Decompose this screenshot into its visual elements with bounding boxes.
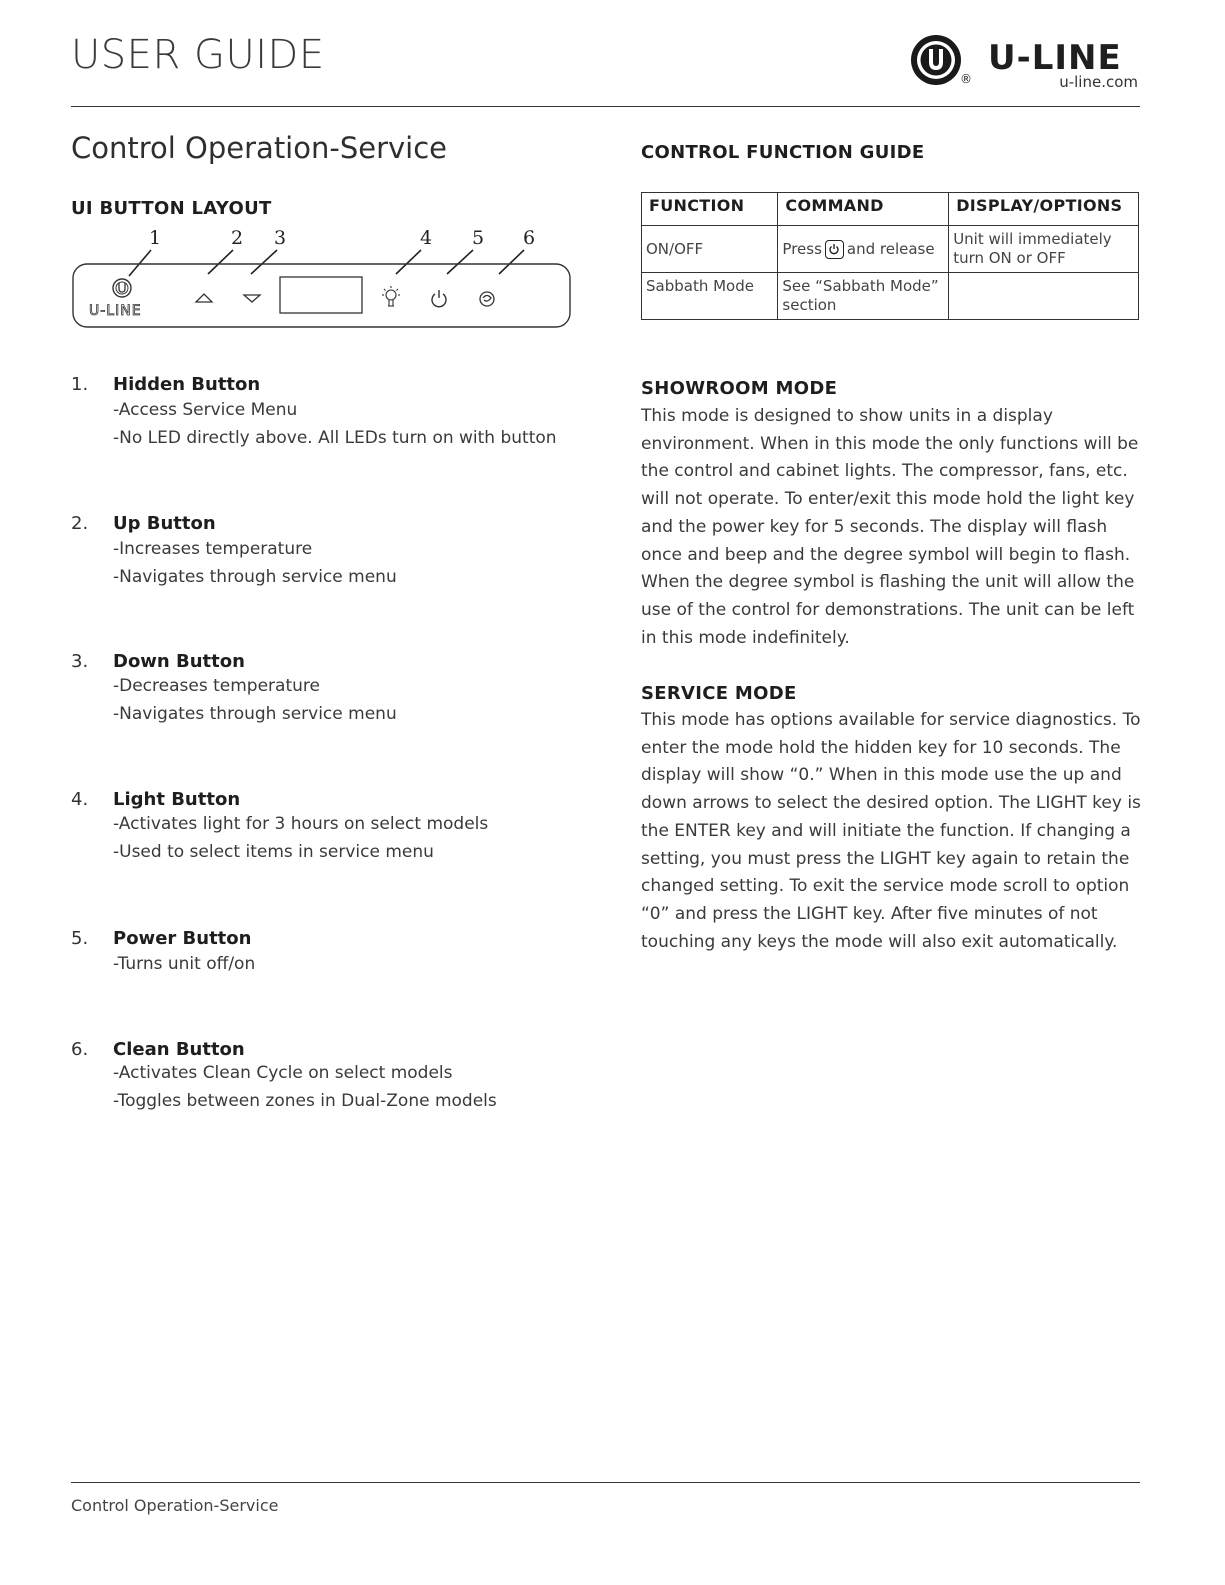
item-title: Up Button	[113, 513, 216, 534]
item-title: Light Button	[113, 789, 241, 810]
brand-wordmark: U-LINE	[988, 38, 1122, 78]
footer-divider	[71, 1482, 1140, 1483]
control-function-guide-heading: CONTROL FUNCTION GUIDE	[641, 142, 925, 163]
item-line: -Navigates through service menu	[113, 567, 397, 587]
item-line: -Navigates through service menu	[113, 704, 397, 724]
item-line: -No LED directly above. All LEDs turn on with button	[113, 428, 557, 448]
clean-cycle-icon	[480, 292, 494, 306]
callout-label: 4	[420, 227, 433, 249]
command-text: Press	[782, 239, 822, 258]
item-title: Clean Button	[113, 1039, 245, 1060]
document-title: USER GUIDE	[71, 32, 325, 78]
table-cell: ON/OFF	[642, 226, 778, 273]
callout-label: 6	[523, 227, 536, 249]
item-number: 3.	[71, 651, 89, 672]
item-line: -Increases temperature	[113, 539, 313, 559]
display-window	[280, 277, 362, 313]
callout-label: 5	[472, 227, 485, 249]
panel-logo-text: U-LINE	[89, 303, 142, 319]
section-title: Control Operation-Service	[71, 131, 448, 165]
item-number: 2.	[71, 513, 89, 534]
uline-logo-icon	[910, 34, 964, 88]
item-title: Power Button	[113, 928, 252, 949]
table-header-row	[642, 193, 1139, 226]
service-mode-body: This mode has options available for service diagnostics. To enter the mode hold the hidden key for 10 seconds. The display will show “0.” When in this mode use the up and down arrows to select the desired option. The LIGHT key is the ENTER key and will initiate the function. If changing a setting, you must press the LIGHT key again to retain the changed setting. To exit the service mode scroll to option “0” and press the LIGHT key. After five minutes of not touching any keys the mode will also exit automatically.	[641, 710, 1141, 952]
footer-text: Control Operation-Service	[71, 1496, 279, 1515]
column-header: DISPLAY/OPTIONS	[949, 193, 1139, 226]
table-cell	[949, 273, 1139, 320]
item-number: 6.	[71, 1039, 89, 1060]
registered-mark: ®	[960, 72, 972, 86]
light-bulb-icon	[382, 286, 400, 306]
power-icon	[825, 240, 844, 259]
showroom-mode-heading: SHOWROOM MODE	[641, 378, 838, 399]
callout-label: 1	[149, 227, 162, 249]
power-icon	[432, 290, 446, 307]
item-line: -Turns unit off/on	[113, 954, 256, 974]
callout-label: 2	[231, 227, 244, 249]
command-text: and release	[846, 239, 935, 258]
up-arrow-icon	[196, 294, 212, 302]
item-number: 1.	[71, 374, 89, 395]
item-line: -Decreases temperature	[113, 676, 320, 696]
table-cell	[778, 226, 949, 273]
table-row	[642, 226, 1139, 273]
item-line: -Activates Clean Cycle on select models	[113, 1063, 453, 1083]
table-row	[642, 273, 1139, 320]
item-line: -Activates light for 3 hours on select models	[113, 814, 489, 834]
column-header: COMMAND	[778, 193, 949, 226]
control-panel-diagram	[71, 222, 573, 332]
down-arrow-icon	[244, 295, 260, 302]
callout-leaders	[129, 250, 524, 276]
column-header: FUNCTION	[642, 193, 778, 226]
item-title: Hidden Button	[113, 374, 261, 395]
table-cell: Sabbath Mode	[642, 273, 778, 320]
service-mode-heading: SERVICE MODE	[641, 683, 797, 704]
item-line: -Used to select items in service menu	[113, 842, 434, 862]
item-number: 4.	[71, 789, 89, 810]
table-cell: Unit will immediately turn ON or OFF	[949, 226, 1139, 273]
control-function-table	[641, 192, 1139, 320]
item-number: 5.	[71, 928, 89, 949]
item-line: -Access Service Menu	[113, 400, 298, 420]
brand-logo	[910, 34, 1140, 92]
table-cell: See “Sabbath Mode” section	[778, 273, 949, 320]
item-line: -Toggles between zones in Dual-Zone models	[113, 1091, 497, 1111]
ui-layout-heading: UI BUTTON LAYOUT	[71, 198, 272, 219]
callout-label: 3	[274, 227, 287, 249]
item-title: Down Button	[113, 651, 245, 672]
brand-url: u-line.com	[1059, 73, 1138, 91]
showroom-mode-body: This mode is designed to show units in a display environment. When in this mode the only functions will be the control and cabinet lights. The compressor, fans, etc. will not operate. To enter/exit this mode hold the light key and the power key for 5 seconds. The display will flash once and beep and the degree symbol will begin to flash. When the degree symbol is flashing the unit will allow the use of the control for demonstrations. The unit can be left in this mode indefinitely.	[641, 406, 1139, 648]
hidden-button-icon	[113, 279, 131, 297]
header-divider	[71, 106, 1140, 107]
